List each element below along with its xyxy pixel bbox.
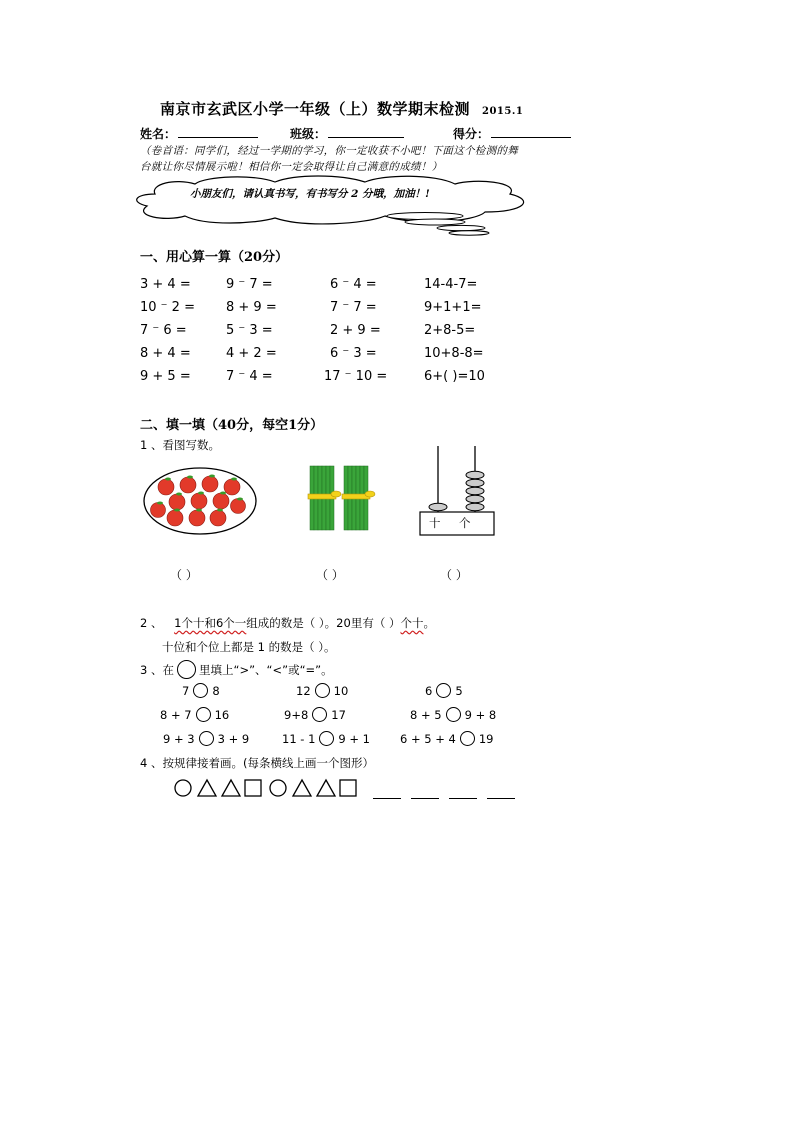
compare-right: 9 + 1 — [338, 731, 371, 746]
answer-blank-abacus[interactable]: （ ） — [440, 568, 468, 582]
circle-icon — [177, 660, 196, 679]
compare-left: 11 - 1 — [282, 731, 316, 746]
compare-left: 8 + 7 — [160, 707, 192, 722]
compare-left: 7 — [182, 683, 190, 698]
compare-item[interactable] — [296, 683, 348, 698]
compare-circle-icon[interactable] — [199, 731, 214, 746]
preface-line-1: （卷首语：同学们，经过一学期的学习，你一定收获不小吧！下面这个检测的舞 — [140, 145, 518, 157]
equation: 7 ⁻ 6 = — [140, 323, 187, 338]
abacus-tens-label: 十 — [429, 516, 441, 530]
score-label: 得分： — [453, 127, 490, 141]
section1-title: 一、用心算一算（20分） — [140, 250, 289, 265]
compare-right: 8 — [212, 683, 220, 698]
q3-prefix: 3 、在 — [140, 662, 174, 677]
equation: 7 ⁻ 4 = — [226, 369, 273, 384]
exam-date: 2015.1 — [482, 106, 524, 117]
compare-right: 16 — [214, 707, 230, 722]
equation: 14-4-7= — [424, 277, 478, 292]
compare-left: 9+8 — [284, 707, 309, 722]
q2-part-b[interactable]: 组成的数是（ ）。20里有（ ） — [246, 616, 401, 630]
cloud-text: 小朋友们，请认真书写，有书写分 2 分哦，加油！! — [190, 188, 430, 200]
stick-bundles-icon — [306, 464, 380, 534]
class-field[interactable] — [290, 125, 404, 142]
compare-item[interactable] — [182, 683, 220, 698]
equation: 9 + 5 = — [140, 369, 191, 384]
compare-circle-icon[interactable] — [193, 683, 208, 698]
compare-circle-icon[interactable] — [315, 683, 330, 698]
compare-circle-icon[interactable] — [446, 707, 461, 722]
compare-left: 6 — [425, 683, 433, 698]
equation: 6 ⁻ 3 = — [330, 346, 377, 361]
compare-left: 8 + 5 — [410, 707, 442, 722]
question-2-line-2[interactable]: 十位和个位上都是 1 的数是（ ）。 — [162, 640, 336, 654]
compare-item[interactable] — [282, 731, 370, 746]
equation: 6 ⁻ 4 = — [330, 277, 377, 292]
preface-line-2: 台就让你尽情展示啦！相信你一定会取得让自己满意的成绩！） — [140, 161, 443, 173]
compare-left: 12 — [296, 683, 311, 698]
compare-left: 9 + 3 — [163, 731, 195, 746]
equation: 5 ⁻ 3 = — [226, 323, 273, 338]
compare-item[interactable] — [400, 731, 493, 746]
section2-title: 二、填一填（40分，每空1分） — [140, 418, 324, 433]
name-label: 姓名： — [140, 127, 177, 141]
compare-right: 9 + 8 — [464, 707, 497, 722]
compare-item[interactable] — [410, 707, 496, 722]
compare-circle-icon[interactable] — [196, 707, 211, 722]
compare-circle-icon[interactable] — [312, 707, 327, 722]
score-line[interactable] — [491, 126, 571, 138]
compare-item[interactable] — [160, 707, 229, 722]
question-1: 1 、看图写数。 — [140, 438, 220, 452]
equation: 4 + 2 = — [226, 346, 277, 361]
equation: 10 ⁻ 2 = — [140, 300, 195, 315]
pattern-blank[interactable] — [373, 798, 401, 799]
class-label: 班级： — [290, 127, 327, 141]
compare-item[interactable] — [284, 707, 346, 722]
compare-circle-icon[interactable] — [319, 731, 334, 746]
pattern-blank[interactable] — [449, 798, 477, 799]
class-line[interactable] — [328, 126, 404, 138]
compare-right: 19 — [478, 731, 494, 746]
equation: 7 ⁻ 7 = — [330, 300, 377, 315]
q3-suffix: 里填上“>”、“<”或“=”。 — [198, 662, 333, 677]
abacus-ones-label: 个 — [459, 516, 471, 530]
shape-pattern-icon — [172, 777, 362, 799]
equation: 2 + 9 = — [330, 323, 381, 338]
compare-right: 17 — [331, 707, 346, 722]
compare-circle-icon[interactable] — [460, 731, 475, 746]
pattern-answer-lines[interactable] — [373, 784, 525, 803]
answer-blank-sticks[interactable]: （ ） — [316, 568, 344, 582]
q2-part-d: 。 — [423, 616, 435, 630]
equation: 8 + 9 = — [226, 300, 277, 315]
equation: 9 ⁻ 7 = — [226, 277, 273, 292]
answer-blank-apples[interactable]: （ ） — [170, 568, 198, 582]
compare-left: 6 + 5 + 4 — [400, 731, 456, 746]
name-line[interactable] — [178, 126, 258, 138]
cloud-bubble-icon — [125, 172, 545, 236]
score-field[interactable] — [453, 125, 571, 142]
equation: 2+8-5= — [424, 323, 476, 338]
equation: 9+1+1= — [424, 300, 482, 315]
page-title — [160, 98, 523, 119]
compare-item[interactable] — [425, 683, 463, 698]
pattern-blank[interactable] — [487, 798, 515, 799]
question-3 — [140, 660, 333, 679]
compare-right: 3 + 9 — [217, 731, 250, 746]
compare-right: 5 — [455, 683, 463, 698]
pattern-blank[interactable] — [411, 798, 439, 799]
compare-circle-icon[interactable] — [436, 683, 451, 698]
equation: 3 + 4 = — [140, 277, 191, 292]
apple-plate-icon — [142, 466, 258, 536]
equation: 8 + 4 = — [140, 346, 191, 361]
q2-part-a: 1个十和6个一 — [174, 616, 247, 630]
equation: 10+8-8= — [424, 346, 484, 361]
q2-part-c: 个十 — [400, 616, 424, 630]
question-4: 4 、按规律接着画。(每条横线上画一个图形） — [140, 756, 374, 770]
compare-item[interactable] — [163, 731, 249, 746]
question-2 — [140, 615, 435, 631]
equation: 6+( )=10 — [424, 369, 485, 384]
title-text: 南京市玄武区小学一年级（上）数学期末检测 — [160, 100, 471, 118]
compare-right: 10 — [333, 683, 349, 698]
equation: 17 ⁻ 10 = — [324, 369, 388, 384]
name-field[interactable] — [140, 125, 258, 142]
q2-prefix: 2 、 — [140, 616, 163, 630]
